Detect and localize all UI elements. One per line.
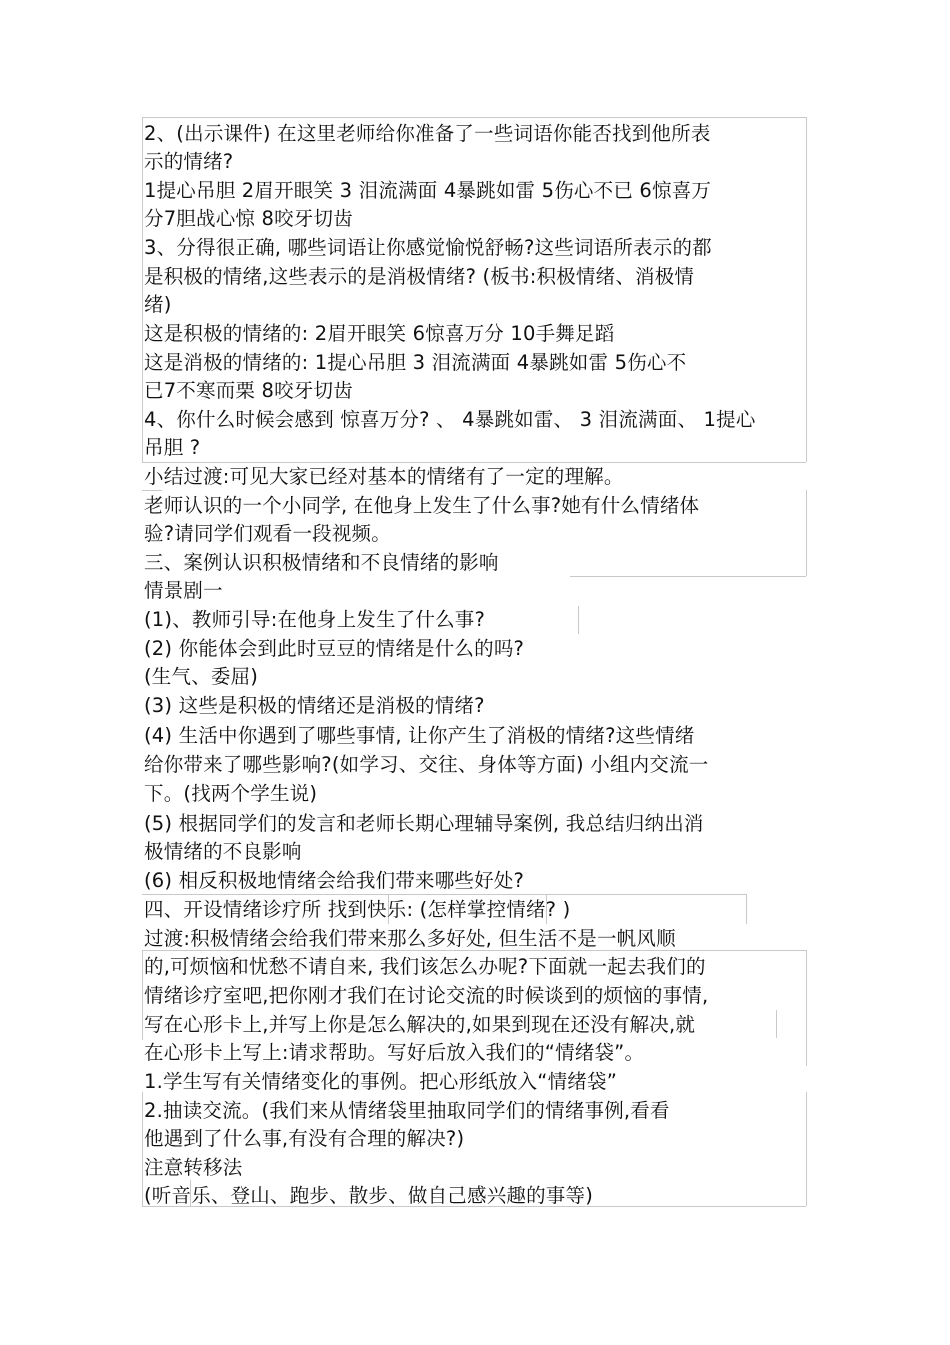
doc-line: 3、分得很正确, 哪些词语让你感觉愉悦舒畅?这些词语所表示的都 [144, 236, 712, 259]
frame-top-rule [142, 117, 806, 118]
doc-line: 过渡:积极情绪会给我们带来那么多好处, 但生活不是一帆风顺 [144, 927, 676, 950]
doc-line: 示的情绪? [144, 150, 234, 173]
frame-right-rule-5 [806, 950, 807, 1066]
doc-line: 他遇到了什么事,有没有合理的解决?) [144, 1127, 465, 1150]
doc-line: 写在心形卡上,并写上你是怎么解决的,如果到现在还没有解决,就 [144, 1013, 696, 1036]
doc-line: 老师认识的一个小同学, 在他身上发生了什么事?她有什么情绪体 [144, 494, 700, 517]
doc-line: 这是积极的情绪的: 2眉开眼笑 6惊喜万分 10手舞足蹈 [144, 322, 615, 345]
doc-line: 1.学生写有关情绪变化的事例。把心形纸放入“情绪袋” [144, 1070, 618, 1093]
doc-line: 情景剧一 [144, 579, 223, 602]
doc-line: 吊胆 ? [144, 436, 201, 459]
frame-right-rule-2 [806, 490, 807, 576]
frame-right-rule-7 [806, 1092, 807, 1206]
doc-line: (1)、教师引导:在他身上发生了什么事? [144, 608, 486, 631]
frame-right-rule-3 [578, 606, 579, 634]
frame-right-rule-4 [746, 894, 747, 924]
frame-divider-rule-3 [570, 576, 806, 577]
doc-line: 这是消极的情绪的: 1提心吊胆 3 泪流满面 4暴跳如雷 5伤心不 [144, 351, 687, 374]
doc-line: (5) 根据同学们的发言和老师长期心理辅导案例, 我总结归纳出消 [144, 812, 704, 835]
doc-line: (4) 生活中你遇到了哪些事情, 让你产生了消极的情绪?这些情绪 [144, 724, 695, 747]
frame-left-rule [142, 117, 143, 462]
doc-line: 绪) [144, 293, 172, 316]
doc-line: 验?请同学们观看一段视频。 [144, 522, 391, 545]
doc-line: 三、案例认识积极情绪和不良情绪的影响 [144, 551, 499, 574]
doc-line: (6) 相反积极地情绪会给我们带来哪些好处? [144, 869, 525, 892]
doc-line: 1提心吊胆 2眉开眼笑 3 泪流满面 4暴跳如雷 5伤心不已 6惊喜万 [144, 179, 712, 202]
doc-line: (听音乐、登山、跑步、散步、做自己感兴趣的事等) [144, 1184, 594, 1207]
doc-line: 4、你什么时候会感到 惊喜万分? 、 4暴跳如雷、 3 泪流满面、 1提心 [144, 408, 756, 431]
frame-right-rule-6 [776, 1010, 777, 1038]
doc-line: 极情绪的不良影响 [144, 840, 302, 863]
doc-line: 的,可烦恼和忧愁不请自来, 我们该怎么办呢?下面就一起去我们的 [144, 955, 706, 978]
frame-left-rule-5 [142, 950, 143, 1040]
doc-line: 四、开设情绪诊疗所 找到快乐: (怎样掌控情绪? ) [144, 898, 571, 921]
doc-line: 已7不寒而栗 8咬牙切齿 [144, 379, 353, 402]
doc-line: 在心形卡上写上:请求帮助。写好后放入我们的“情绪袋”。 [144, 1041, 645, 1064]
doc-line: 2.抽读交流。(我们来从情绪袋里抽取同学们的情绪事例,看看 [144, 1099, 670, 1122]
doc-line: 小结过渡:可见大家已经对基本的情绪有了一定的理解。 [144, 465, 624, 488]
doc-line: 2、(出示课件) 在这里老师给你准备了一些词语你能否找到他所表 [144, 122, 711, 145]
doc-line: (3) 这些是积极的情绪还是消极的情绪? [144, 694, 485, 717]
doc-line: 给你带来了哪些影响?(如学习、交往、身体等方面) 小组内交流一 [144, 753, 709, 776]
doc-line: 下。(找两个学生说) [144, 782, 318, 805]
frame-right-rule [806, 117, 807, 462]
doc-line: 注意转移法 [144, 1156, 243, 1179]
doc-line: 分7胆战心惊 8咬牙切齿 [144, 207, 353, 230]
doc-line: (2) 你能体会到此时豆豆的情绪是什么的吗? [144, 637, 525, 660]
doc-line: 是积极的情绪,这些表示的是消极情绪? (板书:积极情绪、消极情 [144, 265, 695, 288]
doc-line: 情绪诊疗室吧,把你刚才我们在讨论交流的时候谈到的烦恼的事情, [144, 984, 709, 1007]
doc-line: (生气、委屈) [144, 665, 259, 688]
frame-left-rule-6 [142, 1092, 143, 1206]
